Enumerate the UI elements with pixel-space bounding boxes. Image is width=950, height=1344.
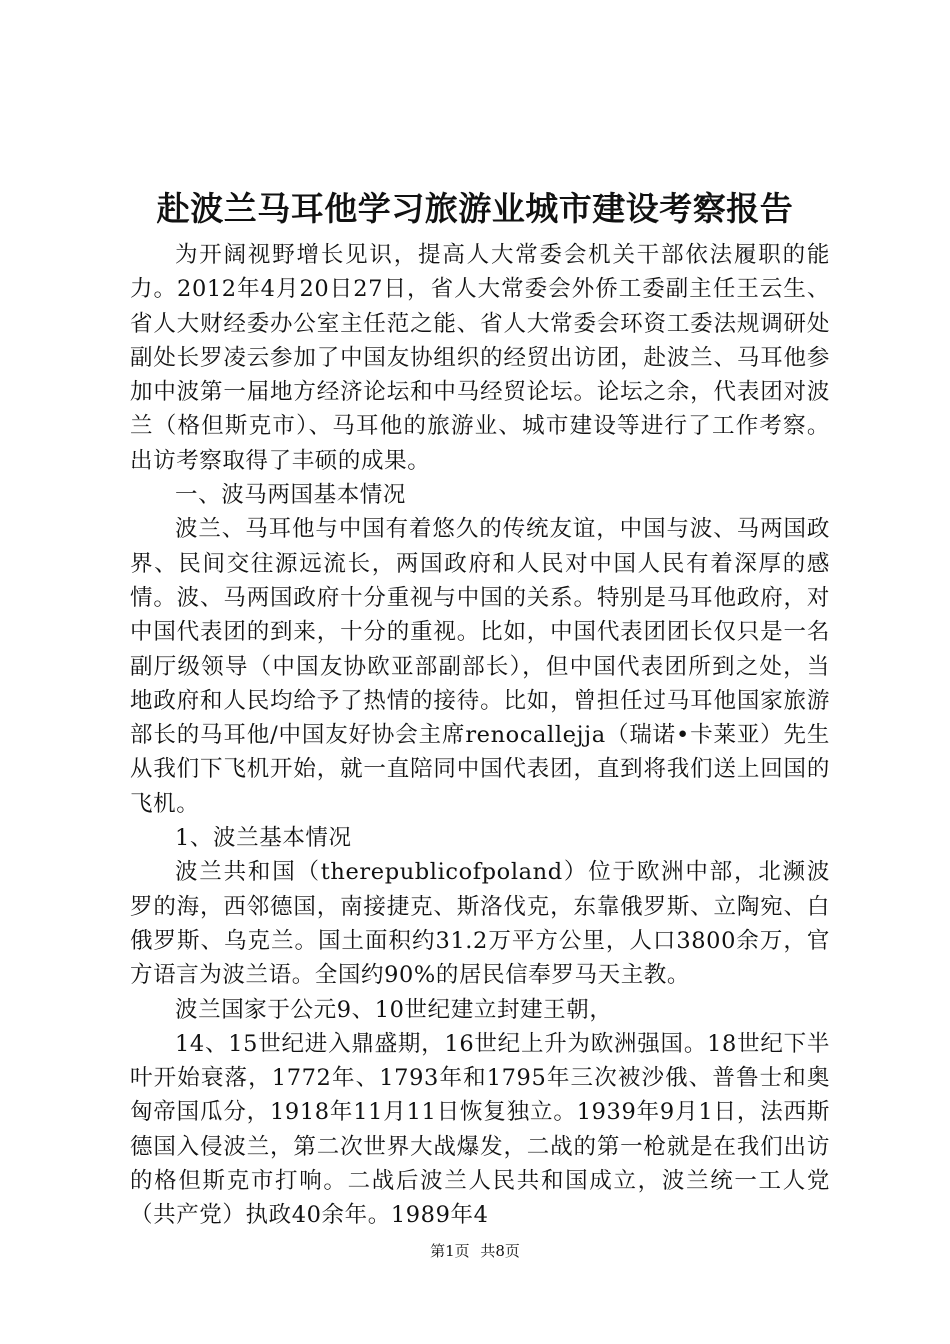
paragraph-intro: 为开阔视野增长见识，提高人大常委会机关干部依法履职的能力。2012年4月20日27日，省人大常委会外侨工委副主任王云生、省人大财经委办公室主任范之能、省人大常委会环资工委法规调研处副处长罗凌云参加了中国友协组织的经贸出访团，赴波兰、马耳他参加中波第一届地方经济论坛和中马经贸论坛。论坛之余，代表团对波兰（格但斯克市）、马耳他的旅游业、城市建设等进行了工作考察。出访考察取得了丰硕的成果。 — [130, 242, 830, 474]
subsection-heading-poland: 1、波兰基本情况 — [175, 825, 352, 852]
page-total: 共8页 — [480, 1242, 520, 1260]
document-title: 赴波兰马耳他学习旅游业城市建设考察报告 — [156, 189, 794, 228]
paragraph-poland-overview: 波兰共和国（therepublicofpoland）位于欧洲中部，北濒波罗的海，西邻德国，南接捷克、斯洛伐克，东靠俄罗斯、立陶宛、白俄罗斯、乌克兰。国土面积约31.2万平方公里，人口3800余万，官方语言为波兰语。全国约90%的居民信奉罗马天主教。 — [130, 859, 830, 989]
section-heading-basic-info: 一、波马两国基本情况 — [175, 482, 407, 509]
paragraph-friendship: 波兰、马耳他与中国有着悠久的传统友谊，中国与波、马两国政界、民间交往源远流长，两国政府和人民对中国人民有着深厚的感情。波、马两国政府十分重视与中国的关系。特别是马耳他政府，对中国代表团的到来，十分的重视。比如，中国代表团团长仅只是一名副厅级领导（中国友协欧亚部副部长），但中国代表团所到之处，当地政府和人民均给予了热情的接待。比如，曾担任过马耳他国家旅游部长的马耳他/中国友好协会主席renocallejja（瑞诺•卡莱亚）先生从我们下飞机开始，就一直陪同中国代表团，直到将我们送上回国的飞机。 — [130, 516, 830, 817]
page-footer — [0, 1241, 950, 1261]
paragraph-poland-history-start: 波兰国家于公元9、10世纪建立封建王朝， — [175, 996, 613, 1023]
document-body — [130, 238, 830, 1233]
paragraph-poland-history: 14、15世纪进入鼎盛期，16世纪上升为欧洲强国。18世纪下半叶开始衰落，1772年、1793年和1795年三次被沙俄、普鲁士和奥匈帝国瓜分，1918年11月11日恢复独立。1939年9月1日，法西斯德国入侵波兰，第二次世界大战爆发，二战的第一枪就是在我们出访的格但斯克市打响。二战后波兰人民共和国成立，波兰统一工人党（共产党）执政40余年。1989年4 — [130, 1030, 830, 1229]
page-number: 第1页 — [430, 1242, 470, 1260]
